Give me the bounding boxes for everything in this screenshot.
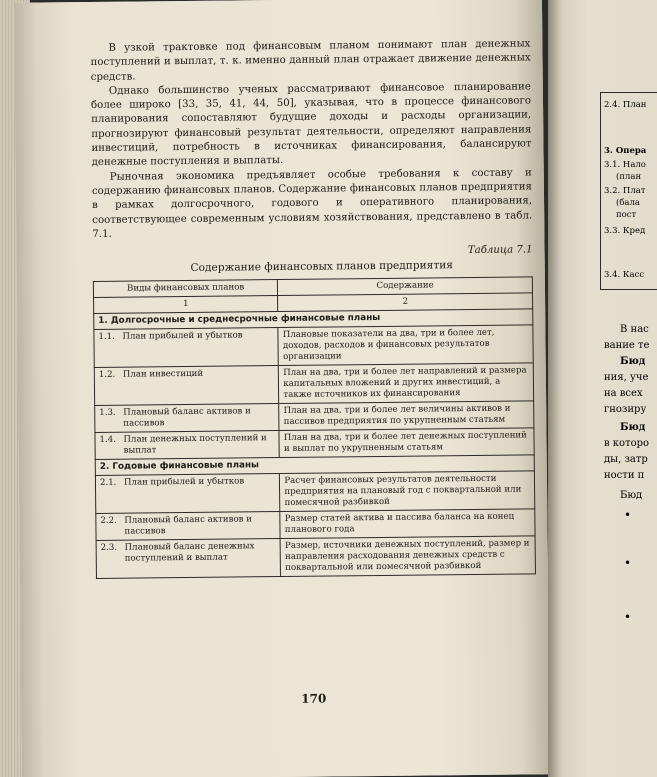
plan-name: План прибылей и убытков xyxy=(122,330,243,342)
row-number: 2.2. xyxy=(100,515,117,526)
left-page-text xyxy=(90,37,536,578)
row-number: 2.3. xyxy=(100,542,118,553)
right-page-line: на всех xyxy=(604,388,643,399)
right-page-line: Бюд xyxy=(620,356,646,367)
paragraph: Однако большинство ученых рассматривают финансовое планирование более широко [33, 35, 41, 44, 50], указывая, что в процессе финансового планирования сопоставляют будущие доходы и расходы организации, прогнозируют финансовый результат деятельности, определяют направления инвестиций, потребность в источниках финансирования, балансируют денежные поступления и выплаты. xyxy=(90,81,532,169)
table-label: Таблица 7.1 xyxy=(467,244,533,257)
financial-plans-table xyxy=(93,276,536,579)
plan-content: Расчет финансовых результатов деятельности предприятия на плановый год с поквартальной или помесячной разбивкой xyxy=(280,471,535,512)
plan-name: Плановый баланс активов и пассивов xyxy=(123,406,251,429)
bullet-icon: • xyxy=(624,556,632,570)
table-title: Содержание финансовых планов предприятия xyxy=(190,259,453,275)
right-page xyxy=(548,0,657,777)
right-page-line: ния, уче xyxy=(604,372,649,383)
plan-content: План на два, три и более лет направлений и размера капитальных вложений и других инвестиций, а также источников их финансирования xyxy=(279,363,534,404)
right-page-line: в которо xyxy=(604,438,650,449)
right-page-line: Бюд xyxy=(620,422,646,433)
right-page-line: В нас xyxy=(620,324,649,335)
right-page-line: вание те xyxy=(604,340,650,351)
row-number: 2.1. xyxy=(99,477,117,488)
plan-content: План на два, три и более лет денежных поступлений и выплат по укрупненным статьям xyxy=(279,428,534,458)
row-number: 1.4. xyxy=(99,434,116,445)
row-number: 1.3. xyxy=(99,407,116,418)
right-page-line: 3.3. Кред xyxy=(604,226,646,236)
table-row xyxy=(96,536,535,579)
plan-name: План прибылей и убытков xyxy=(123,476,245,488)
column-header-plan-types: Виды финансовых планов xyxy=(93,279,278,297)
table-row xyxy=(95,471,534,514)
right-page-line: 3. Опера xyxy=(604,146,647,156)
plan-content: Размер, источники денежных поступлений, размер и направления расходования денежных средств с поквартальной или помесячной разбивкой xyxy=(280,536,535,577)
paragraph: В узкой трактовке под финансовым планом понимают план денежных поступлений и выплат, т. к. именно данный план отражает движение денежных средств. xyxy=(90,38,531,83)
right-page-line: пост xyxy=(616,210,637,220)
plan-name: Плановый баланс активов и пассивов xyxy=(124,514,252,537)
table-row xyxy=(94,363,533,406)
paragraph: Рыночная экономика предъявляет особые требования к составу и содержанию финансовых планов. Содержание финансовых планов предприятия в рамках долгосрочного, годового и оперативного планирования, соответствующее современным условиям хозяйствования, представлено в табл. 7.1. xyxy=(91,167,533,240)
plan-name: План инвестиций xyxy=(122,368,204,380)
left-page xyxy=(14,0,550,777)
row-number: 1.2. xyxy=(98,369,116,380)
right-page-line: 3.4. Касс xyxy=(604,270,645,280)
right-page-line: 3.2. Плат xyxy=(604,186,646,196)
right-page-line: Бюд xyxy=(620,490,643,501)
plan-content: План на два, три и более лет величины активов и пассивов предприятия по укрупненным статьям xyxy=(279,401,534,431)
row-number: 1.1. xyxy=(98,331,115,342)
column-number: 1 xyxy=(94,295,279,313)
table-row xyxy=(94,325,533,368)
section-heading: 2. Годовые финансовые планы xyxy=(95,455,534,476)
plan-content: Размер статей актива и пассива баланса на конец планового года xyxy=(280,509,535,539)
column-number: 2 xyxy=(278,293,533,312)
column-header-content: Содержание xyxy=(278,277,533,296)
right-page-line: 3.1. Нало xyxy=(604,160,646,170)
plan-name: План денежных поступлений и выплат xyxy=(123,432,267,456)
right-page-line: ности п xyxy=(604,470,645,481)
plan-content: Плановые показатели на два, три и более лет, доходов, расходов и финансовых результатов организации xyxy=(278,325,533,366)
section-heading: 1. Долгосрочные и среднесрочные финансовые планы xyxy=(94,309,533,330)
bullet-icon: • xyxy=(624,610,632,624)
plan-name: Плановый баланс денежных поступлений и выплат xyxy=(124,541,255,564)
page-number: 170 xyxy=(301,691,327,706)
right-page-line: 2.4. План xyxy=(604,100,647,110)
right-page-line: ды, затр xyxy=(604,454,648,465)
right-page-line: (бала xyxy=(616,198,640,208)
right-page-line: гнозиру xyxy=(604,404,647,415)
bullet-icon: • xyxy=(624,508,632,522)
right-page-line: (план xyxy=(616,172,642,182)
